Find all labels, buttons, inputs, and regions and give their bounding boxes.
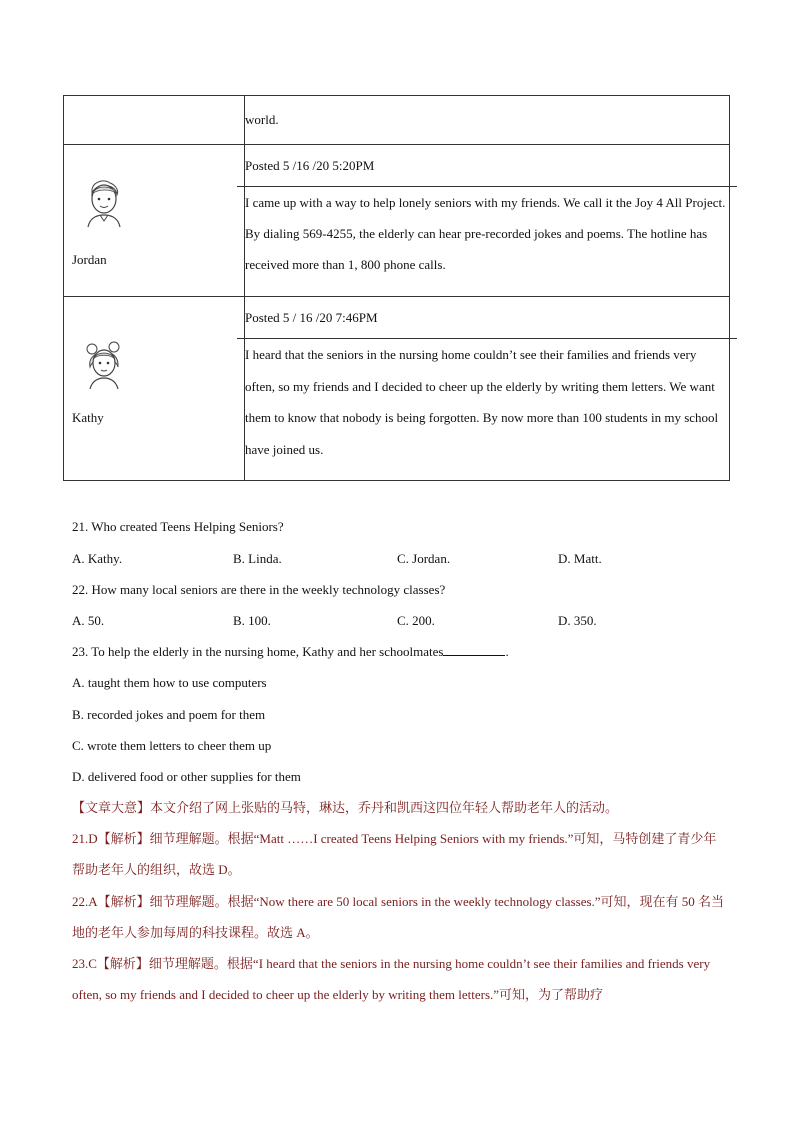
person-name: Jordan [72,252,107,267]
option-a: A. Kathy. [72,551,123,566]
analysis-23: 23.C【解析】细节理解题。根据“I heard that the seniors in the nursing home couldn’t see their families and friends very often, so my friends and I decided to cheer up the elderly by writing them letters.”可知，为了帮助疗 [72,956,711,1002]
name-cell-jordan [64,145,245,297]
question-23-end: . [505,644,509,659]
posts-table [63,95,730,481]
options-21 [72,549,732,569]
question-22: 22. How many local seniors are there in the weekly technology classes? [72,582,446,597]
person-name: Kathy [72,410,104,425]
option-a: A. taught them how to use computers [72,675,267,690]
option-c: C. wrote them letters to cheer them up [72,738,272,753]
option-d: D. 350. [558,613,597,628]
post-cell [245,297,730,481]
option-c: C. Jordan. [397,551,451,566]
post-timestamp: Posted 5 /16 /20 5:20PM [245,158,375,173]
article-summary: 【文章大意】本文介绍了网上张贴的马特，琳达，乔丹和凯西这四位年轻人帮助老年人的活动。 [72,800,619,815]
options-22 [72,611,732,631]
analysis-22: 22.A【解析】细节理解题。根据“Now there are 50 local seniors in the weekly technology classes.”可知，现在有 50 名当地的老年人参加每周的科技课程。故选 A。 [72,894,725,940]
question-23 [72,642,509,662]
name-cell-empty [64,96,245,145]
table-row [64,96,730,145]
option-b: B. Linda. [233,551,282,566]
option-b: B. 100. [233,613,271,628]
option-c: C. 200. [397,613,435,628]
question-23-text: 23. To help the elderly in the nursing home, Kathy and her schoolmates [72,644,444,659]
post-body: I heard that the seniors in the nursing home couldn’t see their families and friends very often, so my friends and I decided to cheer up the elderly by writing them letters. We want them to know that nobody is being forgotten. By now more than 100 students in my school have joined us. [237,338,737,479]
answer-blank [443,642,505,656]
analysis-21: 21.D【解析】细节理解题。根据“Matt ……I created Teens Helping Seniors with my friends.”可知，马特创建了青少年帮助老年人的组织，故选 D。 [72,831,717,877]
post-cell [245,96,730,145]
option-b: B. recorded jokes and poem for them [72,707,266,722]
post-cell [245,145,730,297]
option-d: D. delivered food or other supplies for them [72,769,301,784]
boy-avatar-icon [80,177,128,229]
post-timestamp: Posted 5 / 16 /20 7:46PM [245,310,378,325]
girl-avatar-icon [80,339,128,391]
post-text: world. [245,112,279,127]
table-row [64,145,730,297]
name-cell-kathy [64,297,245,481]
table-row [64,297,730,481]
post-body: I came up with a way to help lonely seniors with my friends. We call it the Joy 4 All Project. By dialing 569-4255, the elderly can hear pre-recorded jokes and poems. The hotline has received more than 1, 800 phone calls. [237,186,737,295]
option-d: D. Matt. [558,551,602,566]
question-21: 21. Who created Teens Helping Seniors? [72,519,284,534]
option-a: A. 50. [72,613,105,628]
